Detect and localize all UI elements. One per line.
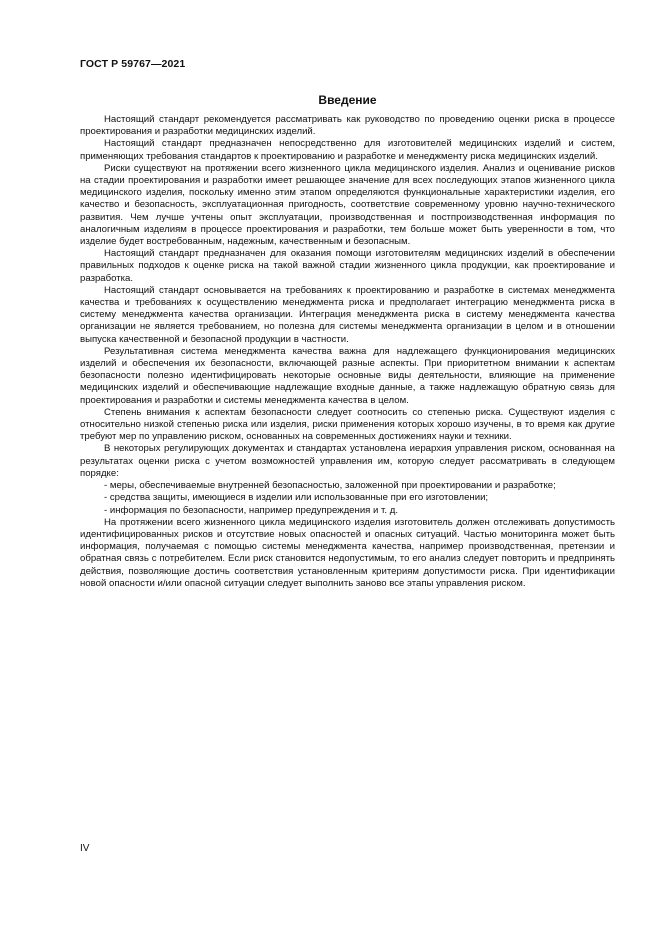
document-code: ГОСТ Р 59767—2021	[80, 58, 186, 70]
introduction-body	[80, 114, 615, 590]
paragraph: На протяжении всего жизненного цикла медицинского изделия изготовитель должен отслеживать допустимость идентифицированных рисков и отсутствие новых опасностей и опасных ситуаций. Частью мониторинга может быть информация, получаемая с помощью системы менеджмента качества, например производственная, претензии и обратная связь с потребителем. Если риск становится недопустимым, то его анализ следует повторить и предпринять действия, позволяющие достичь соответствия установленным критериям допустимости риска. При идентификации новой опасности и/или опасной ситуации следует выполнить заново все этапы управления риском.	[80, 516, 615, 589]
paragraph: В некоторых регулирующих документах и стандартах установлена иерархия управления риском, основанная на результатах оценки риска с учетом возможностей управления им, которую следует рассматривать в следующем порядке:	[80, 443, 615, 479]
page-number: IV	[80, 843, 90, 854]
paragraph: Степень внимания к аспектам безопасности следует соотносить со степенью риска. Существуют изделия с относительно низкой степенью риска или изделия, риски применения которых хорошо изучены, в то время как другие требуют мер по управлению риском, основанных на современных достижениях науки и техники.	[80, 406, 615, 443]
list-item: - средства защиты, имеющиеся в изделии или использованные при его изготовлении;	[104, 492, 489, 504]
list-item: - информация по безопасности, например предупреждения и т. д.	[104, 504, 398, 516]
paragraph: Настоящий стандарт рекомендуется рассматривать как руководство по проведению оценки риска в процессе проектирования и разработки медицинских изделий.	[80, 114, 615, 138]
paragraph: Настоящий стандарт предназначен непосредственно для изготовителей медицинских изделий и систем, применяющих требования стандартов к проектированию и разработке и менеджменту риска медицинских изделий.	[80, 138, 615, 162]
paragraph: Настоящий стандарт предназначен для оказания помощи изготовителям медицинских изделий в обеспечении правильных подходов к оценке риска на такой важной стадии жизненного цикла продукции, как проектирование и разработка.	[80, 248, 615, 284]
paragraph: Риски существуют на протяжении всего жизненного цикла медицинского изделия. Анализ и оценивание рисков на стадии проектирования и разработки имеет решающее значение для всех последующих этапов жизненного цикла медицинского изделия, поскольку именно этим этапом определяются функциональные характеристики изделия, его качество и безопасность, эксплуатационная пригодность, соответствие современному уровню научно-технического развития. Чем лучше учтены опыт эксплуатации, производственная и постпроизводственная информация по аналогичным изделиям в процессе проектирования и разработки, тем больше может быть уверенности в том, что изделие будет востребованным, надежным, качественным и безопасным.	[80, 162, 615, 248]
list-item: - меры, обеспечиваемые внутренней безопасностью, заложенной при проектировании и разработке;	[104, 480, 556, 492]
section-title: Введение	[318, 93, 377, 107]
paragraph: Настоящий стандарт основывается на требованиях к проектированию и разработке в системах менеджмента качества и требованиях к осуществлению менеджмента риска и предполагает интеграцию менеджмента риска в систему менеджмента качества организации. Интеграция менеджмента риска в систему менеджмента качества организации не является требованием, но полезна для системы менеджмента организации в целом и в отношении выпуска качественной и безопасной продукции в частности.	[80, 284, 615, 345]
paragraph: Результативная система менеджмента качества важна для надлежащего функционирования медицинских изделий и обеспечения их безопасности, включающей разные аспекты. При приоритетном внимании к аспектам безопасности полезно идентифицировать некоторые основные виды деятельности, влияющие на применение медицинских изделий и обеспечивающие надлежащие входные данные, а также надлежащую обратную связь для проектирования и разработки и системы менеджмента качества в целом.	[80, 345, 615, 406]
